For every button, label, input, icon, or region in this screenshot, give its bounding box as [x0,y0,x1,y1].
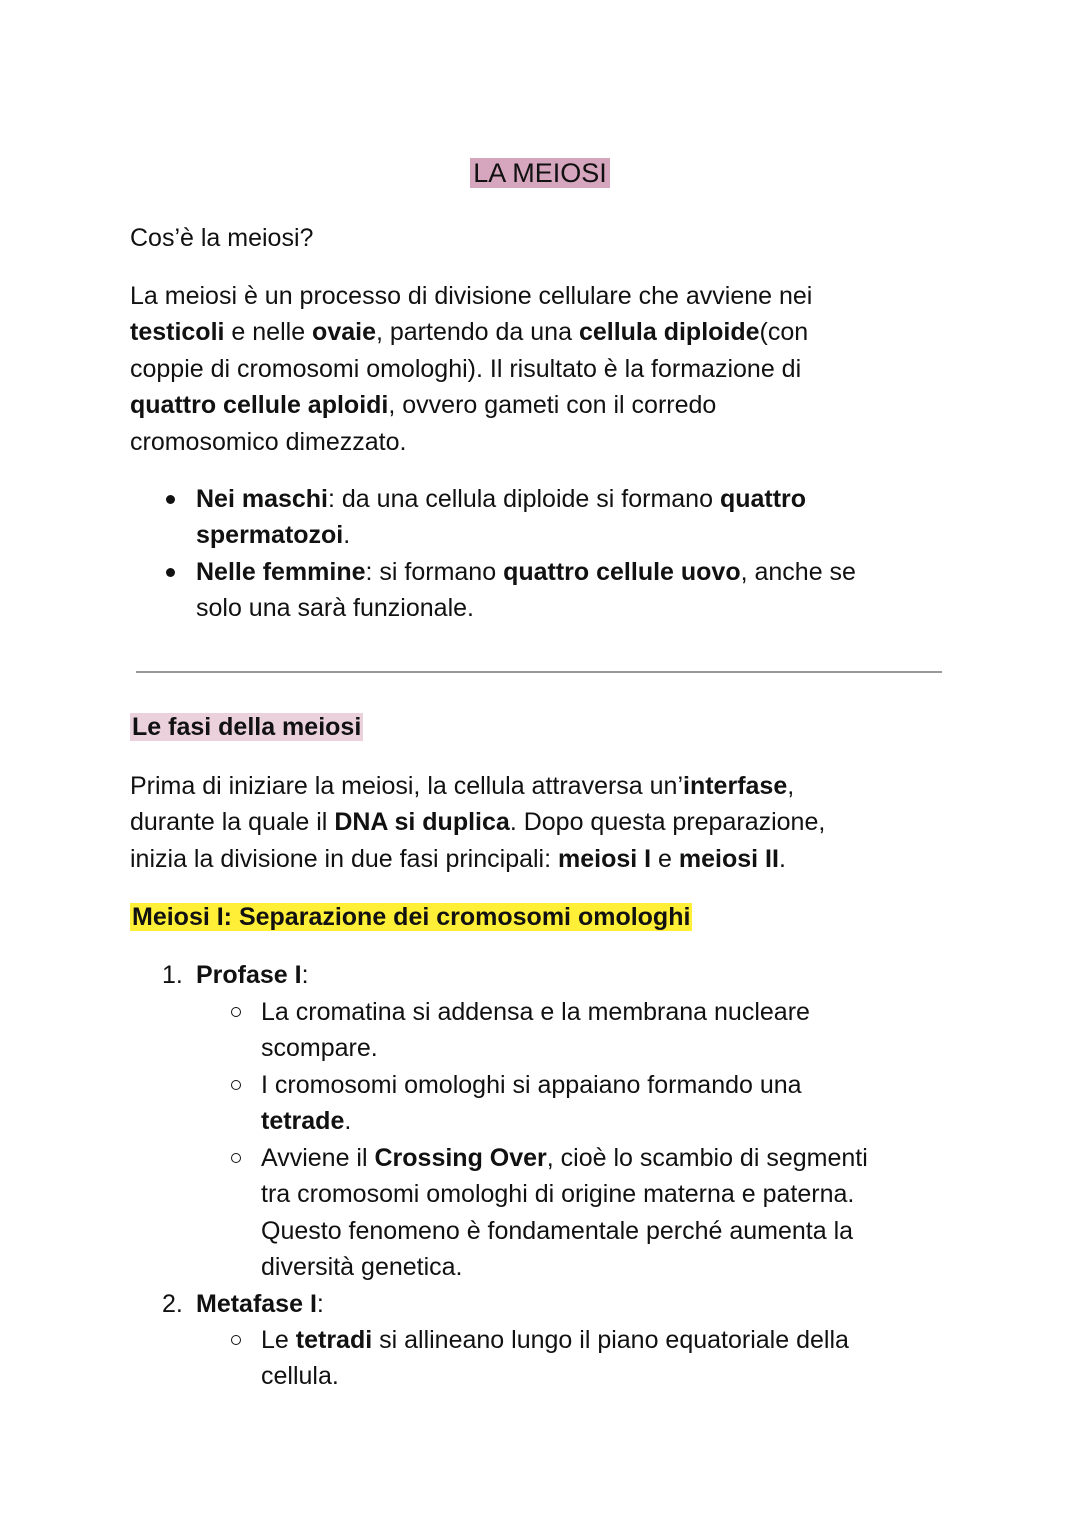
bold-text: meiosi I [558,844,652,873]
text-line [130,841,825,877]
bold-text: quattro cellule aploidi [130,391,389,420]
text-line [130,278,812,314]
text-run: Le [261,1326,296,1354]
text-run: si allineano lungo il piano equatoriale della [372,1326,849,1354]
bullet-icon [166,568,175,577]
text-run: , partendo da una [375,318,579,347]
text-run: (con [759,318,809,347]
question-text: Cos’è la meiosi? [130,224,314,252]
circle-bullet-icon [231,1007,241,1017]
text-line [261,1140,868,1176]
text-line [196,481,806,517]
text-run: . [778,844,786,873]
bold-text: quattro [719,485,807,513]
section-heading: Le fasi della meiosi [132,713,362,741]
text-line [130,351,812,387]
bold-text: Profase I [196,961,302,989]
bold-text: ovaie [312,318,376,347]
text-run: , ovvero gameti con il corredo [388,391,717,420]
text-run: La cromatina si addensa e la membrana nucleare [261,998,810,1026]
text-run: Questo fenomeno è fondamentale perché aumenta la [261,1216,854,1245]
text-run: Prima di iniziare la meiosi, la cellula attraversa un’ [130,772,684,800]
bold-text: Crossing Over [374,1144,547,1172]
text-run: : si formano [365,558,504,586]
text-run: durante la quale il [130,808,335,837]
text-run: La meiosi è un processo di divisione cellulare che avviene nei [130,282,813,310]
text-line [261,994,810,1030]
bold-text: tetradi [295,1326,373,1354]
intro-paragraph [130,278,812,460]
bold-text: interfase [683,772,788,800]
bold-text: tetrade [261,1107,345,1136]
text-line [196,957,309,993]
sub-bullet-item [261,1067,802,1140]
circle-bullet-icon [231,1335,241,1345]
text-run: : da una cellula diploide si formano [328,485,720,513]
bold-text: quattro cellule uovo [503,558,741,586]
text-run: solo una sarà funzionale. [196,594,474,623]
bullet-icon [166,495,175,504]
text-run: scompare. [261,1034,378,1063]
text-run: cellula. [261,1362,339,1391]
text-line [261,1322,849,1358]
bold-text: Nelle femmine [196,558,366,586]
text-run: diversità genetica. [261,1253,463,1282]
text-run: e [651,844,679,873]
circle-bullet-icon [231,1153,241,1163]
bold-text: DNA si duplica [334,808,510,837]
text-run: tra cromosomi omologhi di origine materna e paterna. [261,1180,855,1209]
bold-text: spermatozoi [196,521,344,550]
text-run: coppie di cromosomi omologhi). Il risultato è la formazione di [130,354,802,383]
bullet-item [196,481,806,554]
sub-bullet-item [261,1322,849,1395]
text-run: e nelle [224,318,313,347]
text-line [261,1067,802,1103]
text-run: , [787,772,795,800]
text-run: . [344,1107,352,1136]
text-line [261,1176,868,1212]
text-line [261,1249,868,1285]
text-run: : [316,1290,324,1318]
step-metafase: 2. Metafase I: [196,1286,324,1322]
text-run: : [301,961,309,989]
text-run: , cioè lo scambio di segmenti [546,1144,868,1172]
text-run: , anche se [740,558,856,586]
text-line [261,1103,802,1139]
meiosis1-heading: Meiosi I: Separazione dei cromosomi omologhi [132,903,691,931]
text-line [261,1030,810,1066]
bold-text: Nei maschi [196,485,329,513]
text-line [130,768,825,804]
divider [136,671,942,673]
text-run: . Dopo questa preparazione, [509,808,826,837]
text-line [196,1286,324,1322]
text-run: . [343,521,351,550]
text-line [261,1358,849,1394]
text-line [196,554,856,590]
text-line [130,314,812,350]
text-run: inizia la divisione in due fasi principali: [130,844,559,873]
text-run: cromosomico dimezzato. [130,427,407,456]
text-line [130,387,812,423]
text-run: Avviene il [261,1144,375,1172]
bold-text: meiosi II [678,844,779,873]
sub-bullet-item [261,994,810,1067]
sub-bullet-item [261,1140,868,1286]
text-line [196,517,806,553]
document-title: LA MEIOSI [0,155,1080,191]
bold-text: testicoli [130,318,225,347]
bullet-item [196,554,856,627]
text-line [130,424,812,460]
bold-text: cellula diploide [578,318,760,347]
text-line [261,1213,868,1249]
text-run: I cromosomi omologhi si appaiano formando una [261,1071,802,1099]
phases-intro-paragraph [130,768,825,877]
step-profase: 1. Profase I: [196,957,309,993]
circle-bullet-icon [231,1080,241,1090]
bold-text: Metafase I [196,1290,317,1318]
text-line [130,804,825,840]
text-line [196,590,856,626]
